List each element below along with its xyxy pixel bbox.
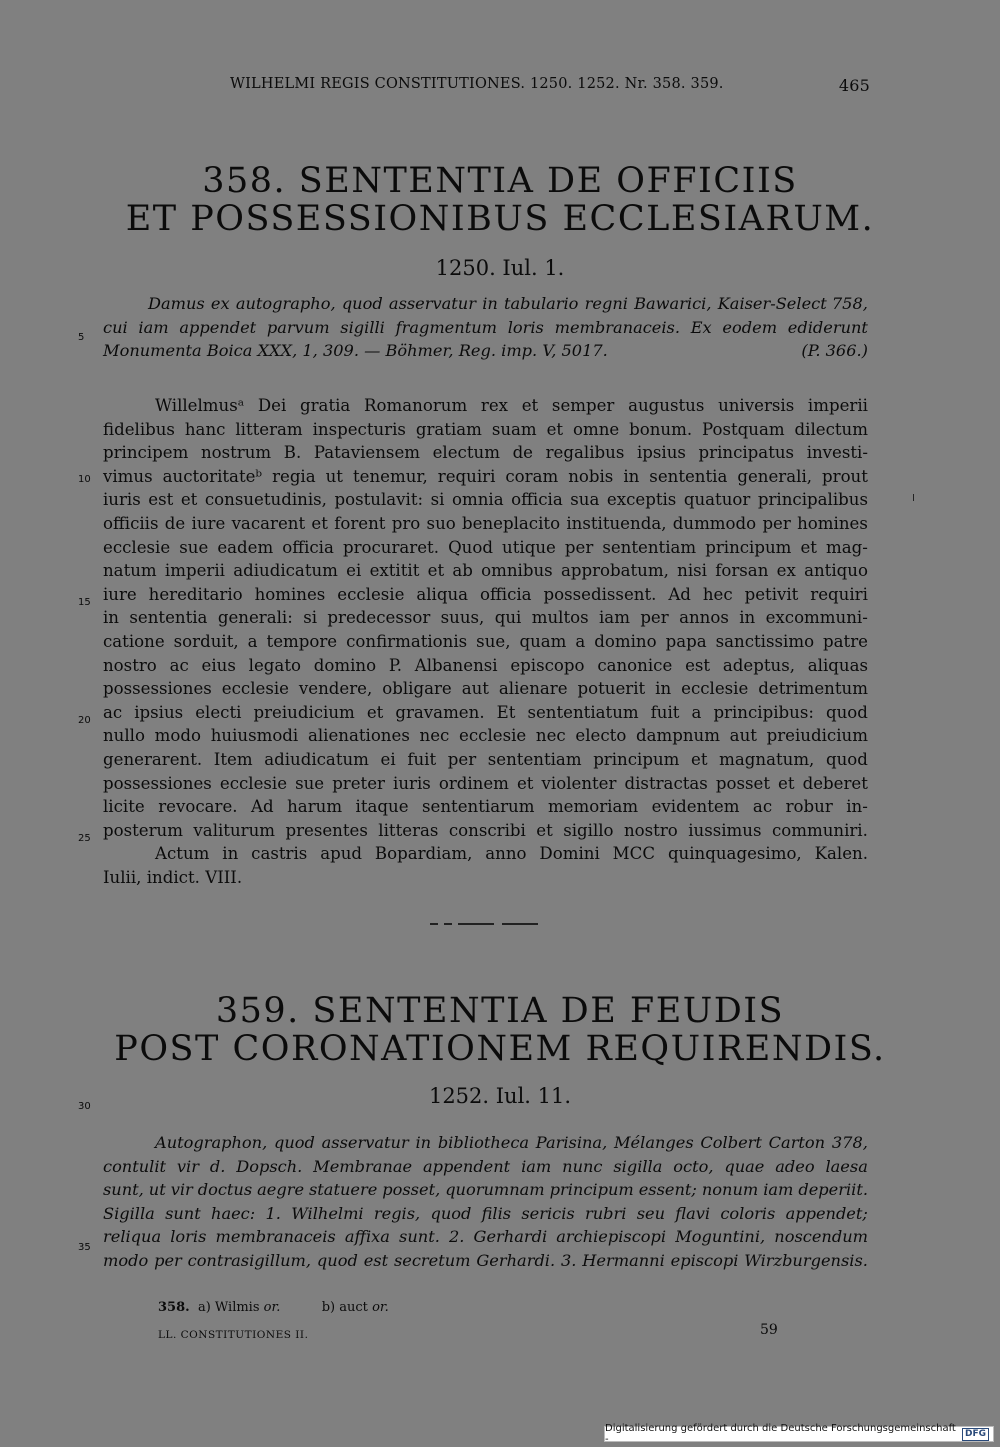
doc359-title-line2: POST CORONATIONEM REQUIRENDIS. xyxy=(114,1029,886,1069)
text-line: principem nostrum B. Pataviensem electum de regalibus ipsius principatus investi- xyxy=(103,443,868,463)
intro-word: loris xyxy=(507,317,544,337)
intro-word: in xyxy=(482,294,498,313)
intro-word: iam xyxy=(138,317,169,337)
intro-word: asservatur xyxy=(388,294,476,313)
intro-word: cui xyxy=(103,317,128,337)
text-line: catione sorduit, a tempore confirmationis sue, quam a domino papa sanctissimo patre xyxy=(103,631,868,651)
doc358-title-line2: ET POSSESSIONIBUS ECCLESIARUM. xyxy=(125,199,875,239)
intro-word: appendet xyxy=(179,317,257,337)
dfg-logo: DFG xyxy=(962,1428,989,1441)
running-head xyxy=(230,76,870,95)
digitization-text: Digitalisierung gefördert durch die Deutsche Forschungsgemeinschaft - xyxy=(605,1423,956,1445)
doc358-body xyxy=(103,394,868,889)
text-line: fidelibus hanc litteram inspecturis gratiam suam et omne bonum. Postquam dilectum xyxy=(103,419,868,439)
doc358-intro-line-3 xyxy=(103,339,868,363)
text-line: sunt, ut vir doctus aegre statuere posset, quorumnam principum essent; nonum iam deperiit. xyxy=(103,1180,868,1199)
footnote-b-text: auct xyxy=(339,1300,368,1315)
text-line: Sigilla sunt haec: 1. Wilhelmi regis, quod filis sericis rubri seu flavi coloris appendet; xyxy=(103,1203,868,1223)
intro-word: sigilli xyxy=(340,317,385,337)
text-line: nostro ac eius legato domino P. Albanensi episcopo canonice est adeptus, aliquas xyxy=(103,655,868,675)
signature-sheet: 59 xyxy=(760,1322,778,1338)
footnote-b-mark: b) xyxy=(321,1300,336,1315)
text-line: nullo modo huiusmodi alienationes nec ecclesie nec electo dampnum aut preiudicium xyxy=(103,726,868,746)
footnotes xyxy=(158,1300,389,1315)
intro-word: fragmentum xyxy=(395,317,497,337)
intro-word: regni xyxy=(584,294,628,313)
intro-word: eodem xyxy=(722,317,778,337)
text-line: Iulii, indict. VIII. xyxy=(103,867,243,887)
doc358-title-line1: 358. SENTENTIA DE OFFICIIS xyxy=(202,161,798,201)
line-number: 10 xyxy=(78,474,91,485)
line-number: 25 xyxy=(78,833,91,844)
doc359-title-line1: 359. SENTENTIA DE FEUDIS xyxy=(215,991,785,1031)
text-line: Actum in castris apud Bopardiam, anno Domini MCC quinquagesimo, Kalen. xyxy=(155,844,868,864)
line-number: 5 xyxy=(78,332,85,343)
text-line: modo per contrasigillum, quod est secretum Gerhardi. 3. Hermanni episcopi Wirzburgensis. xyxy=(103,1250,868,1270)
text-line: ecclesie sue eadem officia procuraret. Quod utique per sententiam principum et mag- xyxy=(103,537,868,557)
doc358-date: 1250. Iul. 1. xyxy=(435,256,565,280)
text-line: in sententia generali: si predecessor suus, qui multos iam per annos in excommuni- xyxy=(103,608,868,628)
text-line: contulit vir d. Dopsch. Membranae appendent iam nunc sigilla octo, quae adeo laesa xyxy=(103,1156,868,1176)
intro-word: (P. 366.) xyxy=(801,341,868,360)
intro-word: membranaceis. xyxy=(554,317,680,337)
doc358-intro xyxy=(103,292,868,363)
line-number: 20 xyxy=(78,715,91,726)
text-line: licite revocare. Ad harum itaque sententiarum memoriam evidentem ac robur in- xyxy=(103,797,868,817)
text-line: Autographon, quod asservatur in bibliotheca Parisina, Mélanges Colbert Carton 378, xyxy=(155,1133,868,1152)
text-line: natum imperii adiudicatum ei extitit et ab omnibus approbatum, nisi forsan ex antiquo xyxy=(103,561,868,581)
footnote-a-abbr: or. xyxy=(263,1300,281,1315)
text-line: posterum valiturum presentes litteras conscribi et sigillo nostro iussimus communiri. xyxy=(103,820,868,840)
running-head-text: WILHELMI REGIS CONSTITUTIONES. 1250. 1252. Nr. 358. 359. xyxy=(230,76,724,92)
line-number: 15 xyxy=(78,597,91,608)
intro-word: Monumenta Boica XXX, 1, 309. — Böhmer, Reg. imp. V, 5017. xyxy=(103,341,608,360)
text-line: possessiones ecclesie sue preter iuris ordinem et violenter distractas posset et deberet xyxy=(103,773,868,793)
footnote-a-text: Wilmis xyxy=(214,1300,260,1315)
line-number: 35 xyxy=(78,1242,91,1253)
text-line: possessiones ecclesie vendere, obligare aut alienare potuerit in ecclesie detrimentum xyxy=(103,679,868,699)
intro-word: autographo, xyxy=(235,294,336,313)
intro-word: Ex xyxy=(690,317,712,337)
section-separator xyxy=(430,923,540,925)
margin-mark xyxy=(913,494,914,501)
doc359-date: 1252. Iul. 11. xyxy=(428,1084,572,1108)
intro-word: tabulario xyxy=(504,294,579,313)
text-line: officiis de iure vacarent et forent pro suo beneplacito instituenda, dummodo per homines xyxy=(103,513,868,533)
page-number: 465 xyxy=(838,76,870,95)
intro-word: quod xyxy=(341,294,383,313)
intro-word: Kaiser-Select 758, xyxy=(717,294,868,313)
intro-word: Bawarici, xyxy=(634,294,712,313)
text-line: generarent. Item adiudicatum ei fuit per sententiam principum et magnatum, quod xyxy=(103,749,868,769)
doc359-intro xyxy=(103,1131,868,1272)
doc358-intro-line-2 xyxy=(103,316,868,340)
intro-word: ediderunt xyxy=(787,317,868,337)
intro-word: parvum xyxy=(266,317,330,337)
footnote-ref: 358. xyxy=(158,1300,190,1315)
text-line: iuris est et consuetudinis, postulavit: si omnia officia sua exceptis quatuor principalibus xyxy=(103,490,868,510)
digitization-note xyxy=(604,1423,994,1445)
text-line: ac ipsius electi preiudicium et gravamen. Et sententiatum fuit a principibus: quod xyxy=(103,702,868,722)
text-line: Willelmusᵃ Dei gratia Romanorum rex et semper augustus universis imperii xyxy=(155,396,868,415)
text-line: iure hereditario homines ecclesie aliqua officia possedissent. Ad hec petivit requiri xyxy=(103,584,868,604)
doc358-intro-line-1 xyxy=(103,292,868,316)
signature-series: LL. CONSTITUTIONES II. xyxy=(158,1329,309,1341)
text-line: vimus auctoritateᵇ regia ut tenemur, requiri coram nobis in sententia generali, prout xyxy=(103,466,868,486)
line-number: 30 xyxy=(78,1101,91,1112)
intro-word: ex xyxy=(210,294,230,313)
footnote-a-mark: a) xyxy=(197,1300,211,1315)
intro-word: Damus xyxy=(148,294,205,313)
text-line: reliqua loris membranaceis affixa sunt. 2. Gerhardi archiepiscopi Moguntini, noscendum xyxy=(103,1227,868,1246)
footnote-b-abbr: or. xyxy=(372,1300,389,1315)
